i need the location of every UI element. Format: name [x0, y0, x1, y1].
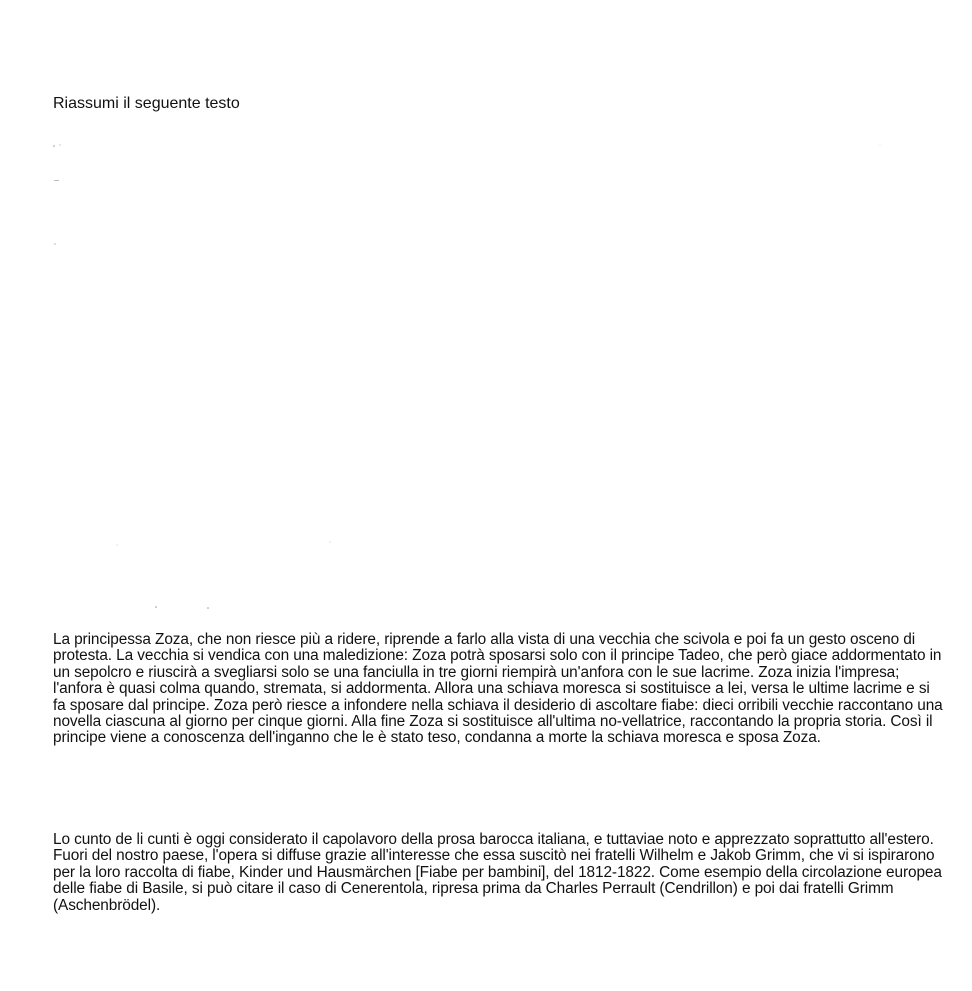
prompt-heading: Riassumi il seguente testo — [53, 95, 240, 112]
scan-speck — [53, 145, 55, 147]
scan-speck — [207, 607, 209, 609]
scan-speck — [54, 243, 55, 244]
scan-speck — [116, 544, 117, 545]
scan-speck — [54, 180, 59, 181]
scan-speck — [880, 145, 881, 146]
paragraph-reception: Lo cunto de li cunti è oggi considerato il capolavoro della prosa barocca italiana, e tuttaviae noto e apprezzato soprattutto all'estero. Fuori del nostro paese, l'opera si diffuse grazie all'interesse che essa suscitò nei fratelli Wilhelm e Jakob Grimm, che vi si ispirarono per la loro raccolta di fiabe, Kinder und Hausmärchen [Fiabe per bambini], del 1812-1822. Come esempio della circolazione europea delle fiabe di Basile, si può citare il caso di Cenerentola, ripresa prima da Charles Perrault (Cendrillon) e poi dai fratelli Grimm (Aschenbrödel). — [53, 831, 942, 914]
scan-speck — [155, 606, 157, 608]
scan-speck — [59, 144, 60, 145]
scan-speck — [329, 541, 330, 542]
paragraph-summary: La principessa Zoza, che non riesce più a ridere, riprende a farlo alla vista di una vecchia che scivola e poi fa un gesto osceno di protesta. La vecchia si vendica con una maledizione: Zoza potrà sposarsi solo con il principe Tadeo, che però giace addormentato in un sepolcro e riuscirà a svegliarsi solo se una fanciulla in tre giorni riempirà un'anfora con le sue lacrime. Zoza inizia l'impresa; l'anfora è quasi colma quando, stremata, si addormenta. Allora una schiava moresca si sostituisce a lei, versa le ultime lacrime e si fa sposare dal principe. Zoza però riesce a infondere nella schiava il desiderio di ascoltare fiabe: dieci orribili vecchie raccontano una novella ciascuna al giorno per cinque giorni. Alla fine Zoza si sostituisce all'ultima no-vellatrice, raccontando la propria storia. Così il principe viene a conoscenza dell'inganno che le è stato teso, condanna a morte la schiava moresca e sposa Zoza. — [53, 631, 943, 747]
